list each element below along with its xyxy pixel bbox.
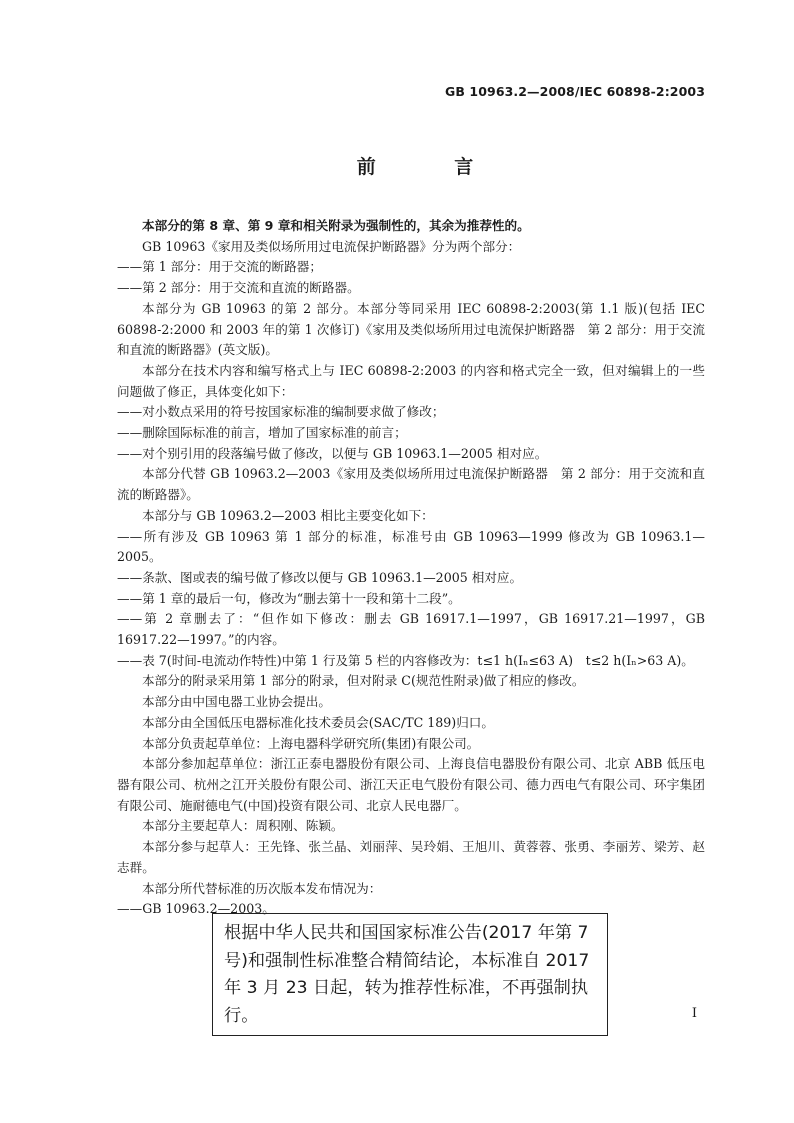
paragraph: 本部分由中国电器工业协会提出。 [142, 694, 331, 710]
list-item: ——GB 10963.2—2003。 [117, 901, 275, 917]
paragraph: 本部分的附录采用第 1 部分的附录，但对附录 C(规范性附录)做了相应的修改。 [142, 673, 585, 689]
page-number: I [691, 1006, 697, 1021]
list-item: ——条款、图或表的编号做了修改以便与 GB 10963.1—2005 相对应。 [117, 569, 523, 585]
list-item: ——第 1 章的最后一句，修改为“删去第十一段和第十二段”。 [117, 590, 461, 606]
list-item: ——第 2 章删去了：“但作如下修改：删去 GB 16917.1—1997，GB 16917.21—1997，GB 16917.22—1997。”的内容。 [117, 611, 705, 648]
list-item: ——对小数点采用的符号按国家标准的编制要求做了修改； [117, 404, 445, 420]
foreword-body [117, 216, 705, 920]
paragraph: 本部分在技术内容和编写格式上与 IEC 60898-2:2003 的内容和格式完全一致，但对编辑上的一些问题做了修正，具体变化如下： [117, 362, 705, 399]
list-item: ——删除国际标准的前言，增加了国家标准的前言； [117, 425, 407, 441]
notice-box: 根据中华人民共和国国家标准公告(2017 年第 7 号)和强制性标准整合精简结论，本标准自 2017 年 3 月 23 日起，转为推荐性标准，不再强制执行。 [212, 913, 608, 1036]
page-title: 前 言 [356, 156, 510, 178]
list-item: ——第 2 部分：用于交流和直流的断路器。 [117, 280, 360, 296]
standard-code-header: GB 10963.2—2008/IEC 60898-2:2003 [444, 84, 705, 99]
paragraph: GB 10963《家用及类似场所用过电流保护断路器》分为两个部分： [142, 238, 521, 254]
paragraph: 本部分参加起草单位：浙江正泰电器股份有限公司、上海良信电器股份有限公司、北京 ABB 低压电器有限公司、杭州之江开关股份有限公司、浙江天正电气股份有限公司、德力西电气有限公司、环宇集团有限公司、施耐德电气(中国)投资有限公司、北京人民电器厂。 [117, 756, 705, 813]
paragraph: 本部分与 GB 10963.2—2003 相比主要变化如下： [142, 507, 434, 523]
paragraph: 本部分负责起草单位：上海电器科学研究所(集团)有限公司。 [142, 735, 480, 751]
list-item: ——第 1 部分：用于交流的断路器； [117, 259, 322, 275]
paragraph: 本部分由全国低压电器标准化技术委员会(SAC/TC 189)归口。 [142, 714, 494, 730]
paragraph: 本部分代替 GB 10963.2—2003《家用及类似场所用过电流保护断路器 第 2 部分：用于交流和直流的断路器》。 [117, 466, 705, 503]
mandatory-statement: 本部分的第 8 章、第 9 章和相关附录为强制性的，其余为推荐性的。 [142, 218, 530, 233]
list-item: ——对个别引用的段落编号做了修改，以便与 GB 10963.1—2005 相对应。 [117, 445, 548, 461]
list-item: ——表 7(时间-电流动作特性)中第 1 行及第 5 栏的内容修改为：t≤1 h(Iₙ≤63 A) t≤2 h(Iₙ>63 A)。 [117, 652, 694, 668]
paragraph: 本部分为 GB 10963 的第 2 部分。本部分等同采用 IEC 60898-2:2003(第 1.1 版)(包括 IEC 60898-2:2000 和 2003 年的第 1 次修订)《家用及类似场所用过电流保护断路器 第 2 部分：用于交流和直流的断路器》(英文版)。 [117, 300, 705, 358]
paragraph: 本部分主要起草人：周积刚、陈颖。 [142, 818, 344, 834]
paragraph: 本部分参与起草人：王先锋、张兰晶、刘丽萍、吴玲娟、王旭川、黄蓉蓉、张勇、李丽芳、梁芳、赵志群。 [117, 839, 705, 875]
list-item: ——所有涉及 GB 10963 第 1 部分的标准，标准号由 GB 10963—1999 修改为 GB 10963.1—2005。 [117, 528, 705, 565]
paragraph: 本部分所代替标准的历次版本发布情况为： [142, 880, 382, 896]
